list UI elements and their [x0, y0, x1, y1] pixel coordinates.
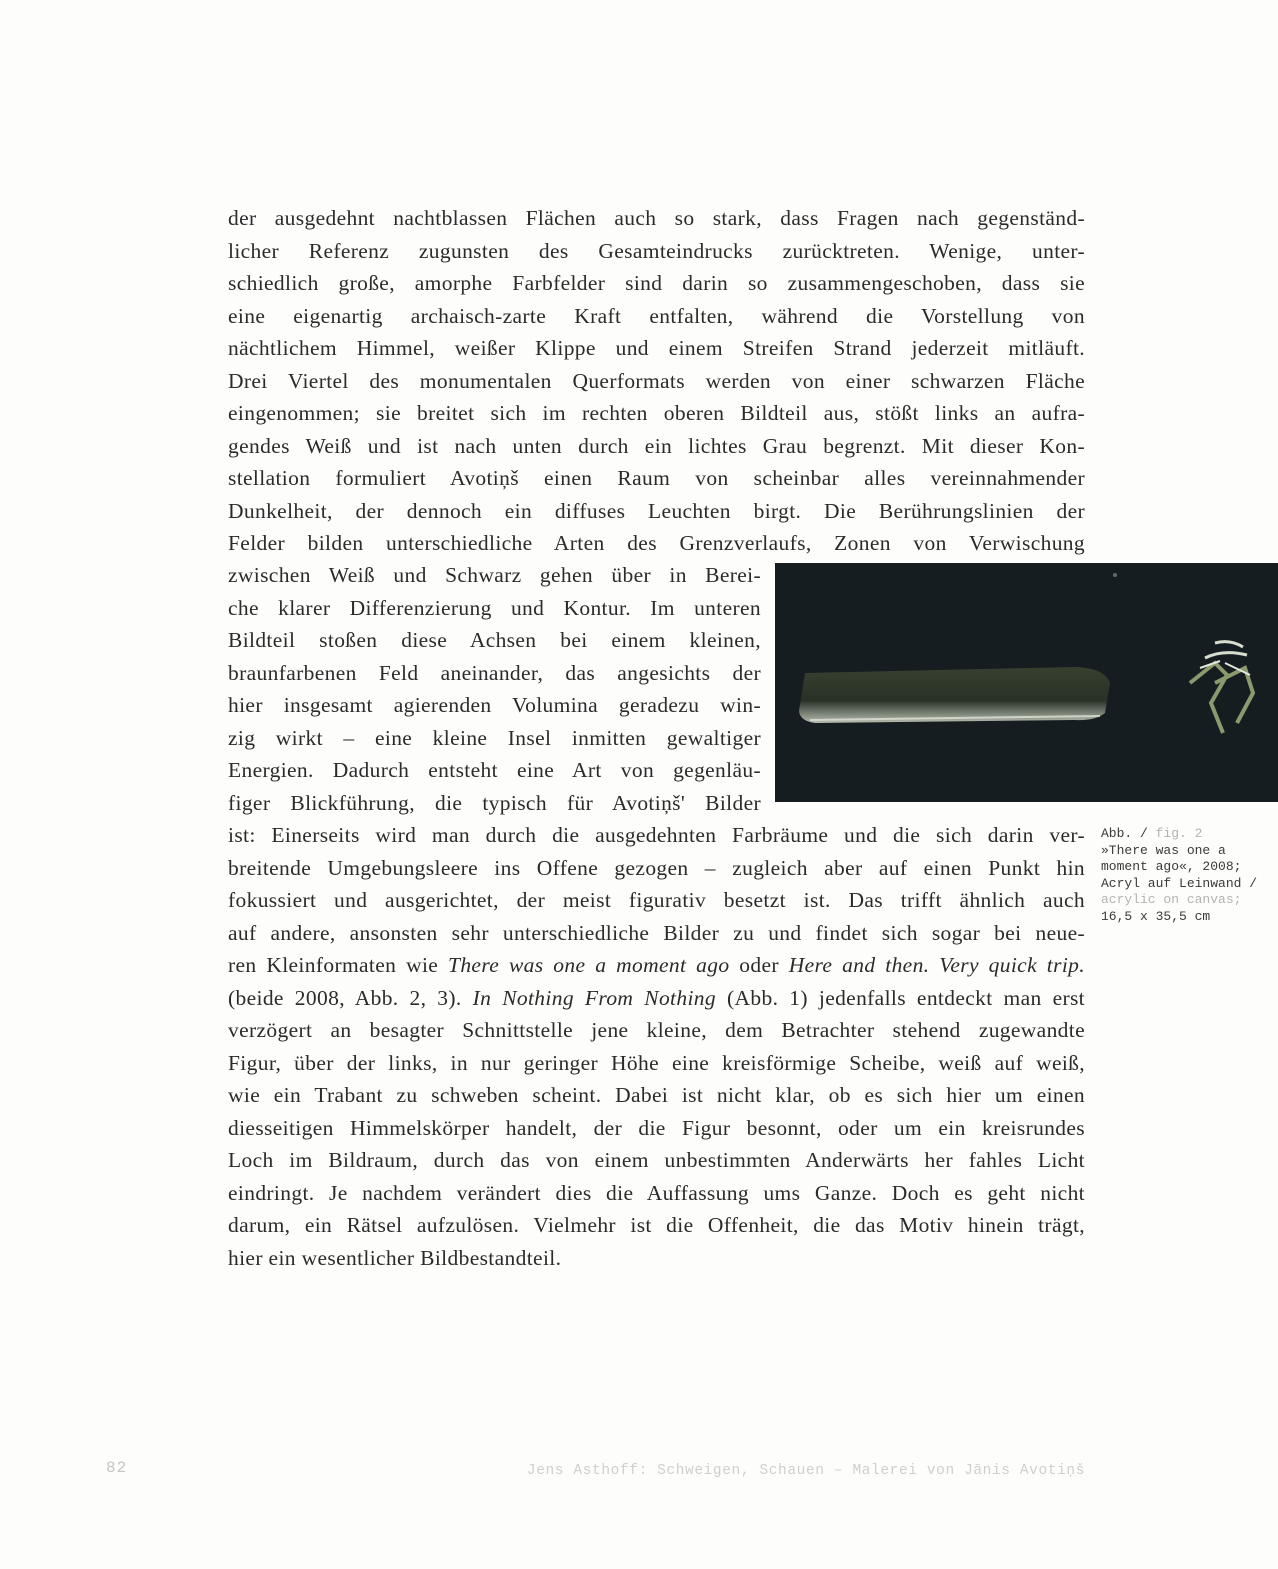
- text-line: Bildteil stoßen diese Achsen bei einem kleinen,: [228, 628, 761, 652]
- text-line: auf andere, ansonsten sehr unterschiedliche Bilder zu und findet sich sogar bei neue-: [228, 920, 1085, 945]
- text-line: figer Blickführung, die typisch für Avotiņš' Bilder: [228, 790, 761, 815]
- caption-title: »There was one a: [1101, 842, 1226, 858]
- caption-medium-en: acrylic on canvas;: [1101, 892, 1242, 907]
- caption-title-cont: moment ago«, 2008;: [1101, 859, 1242, 874]
- text-line: diesseitigen Himmelskörper handelt, der die Figur besonnt, oder um ein kreisrundes: [228, 1115, 1085, 1140]
- text-line: breitende Umgebungsleere ins Offene gezogen – zugleich aber auf einen Punkt hin: [228, 855, 1085, 880]
- text-line-with-titles: ren Kleinformaten wie There was one a moment ago oder Here and then. Very quick trip.: [228, 953, 1085, 977]
- body-text-beside-figure: [228, 559, 761, 819]
- painting-image: [775, 563, 1278, 802]
- figure-caption: [1101, 826, 1278, 925]
- text-line: wie ein Trabant zu schweben scheint. Dabei ist nicht klar, ob es sich hier um einen: [228, 1083, 1085, 1107]
- text-line: fokussiert und ausgerichtet, der meist figurativ besetzt ist. Das trifft ähnlich auch: [228, 888, 1085, 912]
- text-line: nächtlichem Himmel, weißer Klippe und einem Streifen Strand jederzeit mitläuft.: [228, 336, 1085, 360]
- text-line: hier ein wesentlicher Bildbestandteil.: [228, 1245, 562, 1270]
- painting-artwork: [775, 563, 1278, 802]
- artwork-title: Here and then. Very quick trip.: [788, 953, 1085, 977]
- text-line: verzögert an besagter Schnittstelle jene kleine, dem Betrachter stehend zugewandte: [228, 1018, 1085, 1042]
- text-line: Drei Viertel des monumentalen Querformats werden von einer schwarzen Fläche: [228, 368, 1085, 393]
- caption-label: Abb. / fig. 2: [1101, 826, 1203, 841]
- text-line: zwischen Weiß und Schwarz gehen über in Berei-: [228, 563, 761, 587]
- text-line: licher Referenz zugunsten des Gesamteindrucks zurücktreten. Wenige, unter-: [228, 238, 1085, 263]
- text-line: eindringt. Je nachdem verändert dies die Auffassung ums Ganze. Doch es geht nicht: [228, 1180, 1085, 1205]
- text-line: zig wirkt – eine kleine Insel inmitten gewaltiger: [228, 725, 761, 750]
- artwork-title: In Nothing From Nothing: [472, 985, 717, 1010]
- page-number: 82: [106, 1459, 128, 1477]
- text-line: schiedlich große, amorphe Farbfelder sind darin so zusammengeschoben, dass sie: [228, 271, 1085, 295]
- text-line: Dunkelheit, der dennoch ein diffuses Leuchten birgt. Die Berührungslinien der: [228, 498, 1085, 523]
- body-text-bottom: [228, 819, 1085, 1274]
- text-line: ist: Einerseits wird man durch die ausgedehnten Farbräume und die sich darin ver-: [228, 823, 1085, 847]
- text-line: hier insgesamt agierenden Volumina geradezu win-: [228, 693, 761, 717]
- text-line: eine eigenartig archaisch-zarte Kraft entfalten, während die Vorstellung von: [228, 303, 1085, 328]
- text-line: eingenommen; sie breitet sich im rechten oberen Bildteil aus, stößt links an aufra-: [228, 401, 1085, 425]
- running-footer: Jens Asthoff: Schweigen, Schauen – Malerei von Jānis Avotiņš: [526, 1463, 1085, 1479]
- text-line: che klarer Differenzierung und Kontur. Im unteren: [228, 595, 761, 620]
- text-line: Felder bilden unterschiedliche Arten des Grenzverlaufs, Zonen von Verwischung: [228, 531, 1085, 555]
- text-line: der ausgedehnt nachtblassen Flächen auch so stark, dass Fragen nach gegenständ-: [228, 206, 1085, 230]
- text-line: Energien. Dadurch entsteht eine Art von gegenläu-: [228, 758, 761, 782]
- text-line: gendes Weiß und ist nach unten durch ein lichtes Grau begrenzt. Mit dieser Kon-: [228, 433, 1085, 458]
- body-text-top: [228, 202, 1085, 560]
- text-line: Loch im Bildraum, durch das von einem unbestimmten Anderwärts her fahles Licht: [228, 1148, 1085, 1172]
- text-line: stellation formuliert Avotiņš einen Raum von scheinbar alles vereinnahmender: [228, 466, 1085, 490]
- caption-size: 16,5 x 35,5 cm: [1101, 908, 1211, 924]
- text-line: braunfarbenen Feld aneinander, das angesichts der: [228, 660, 761, 685]
- text-line: darum, ein Rätsel aufzulösen. Vielmehr ist die Offenheit, die das Motiv hinein trägt,: [228, 1213, 1085, 1237]
- text-line: Figur, über der links, in nur geringer Höhe eine kreisförmige Scheibe, weiß auf weiß,: [228, 1050, 1085, 1075]
- artwork-title: There was one a moment ago: [448, 953, 730, 977]
- caption-medium-de: Acryl auf Leinwand /: [1101, 875, 1258, 891]
- text-line-with-title: (beide 2008, Abb. 2, 3). In Nothing From Nothing (Abb. 1) jedenfalls entdeckt man erst: [228, 985, 1086, 1010]
